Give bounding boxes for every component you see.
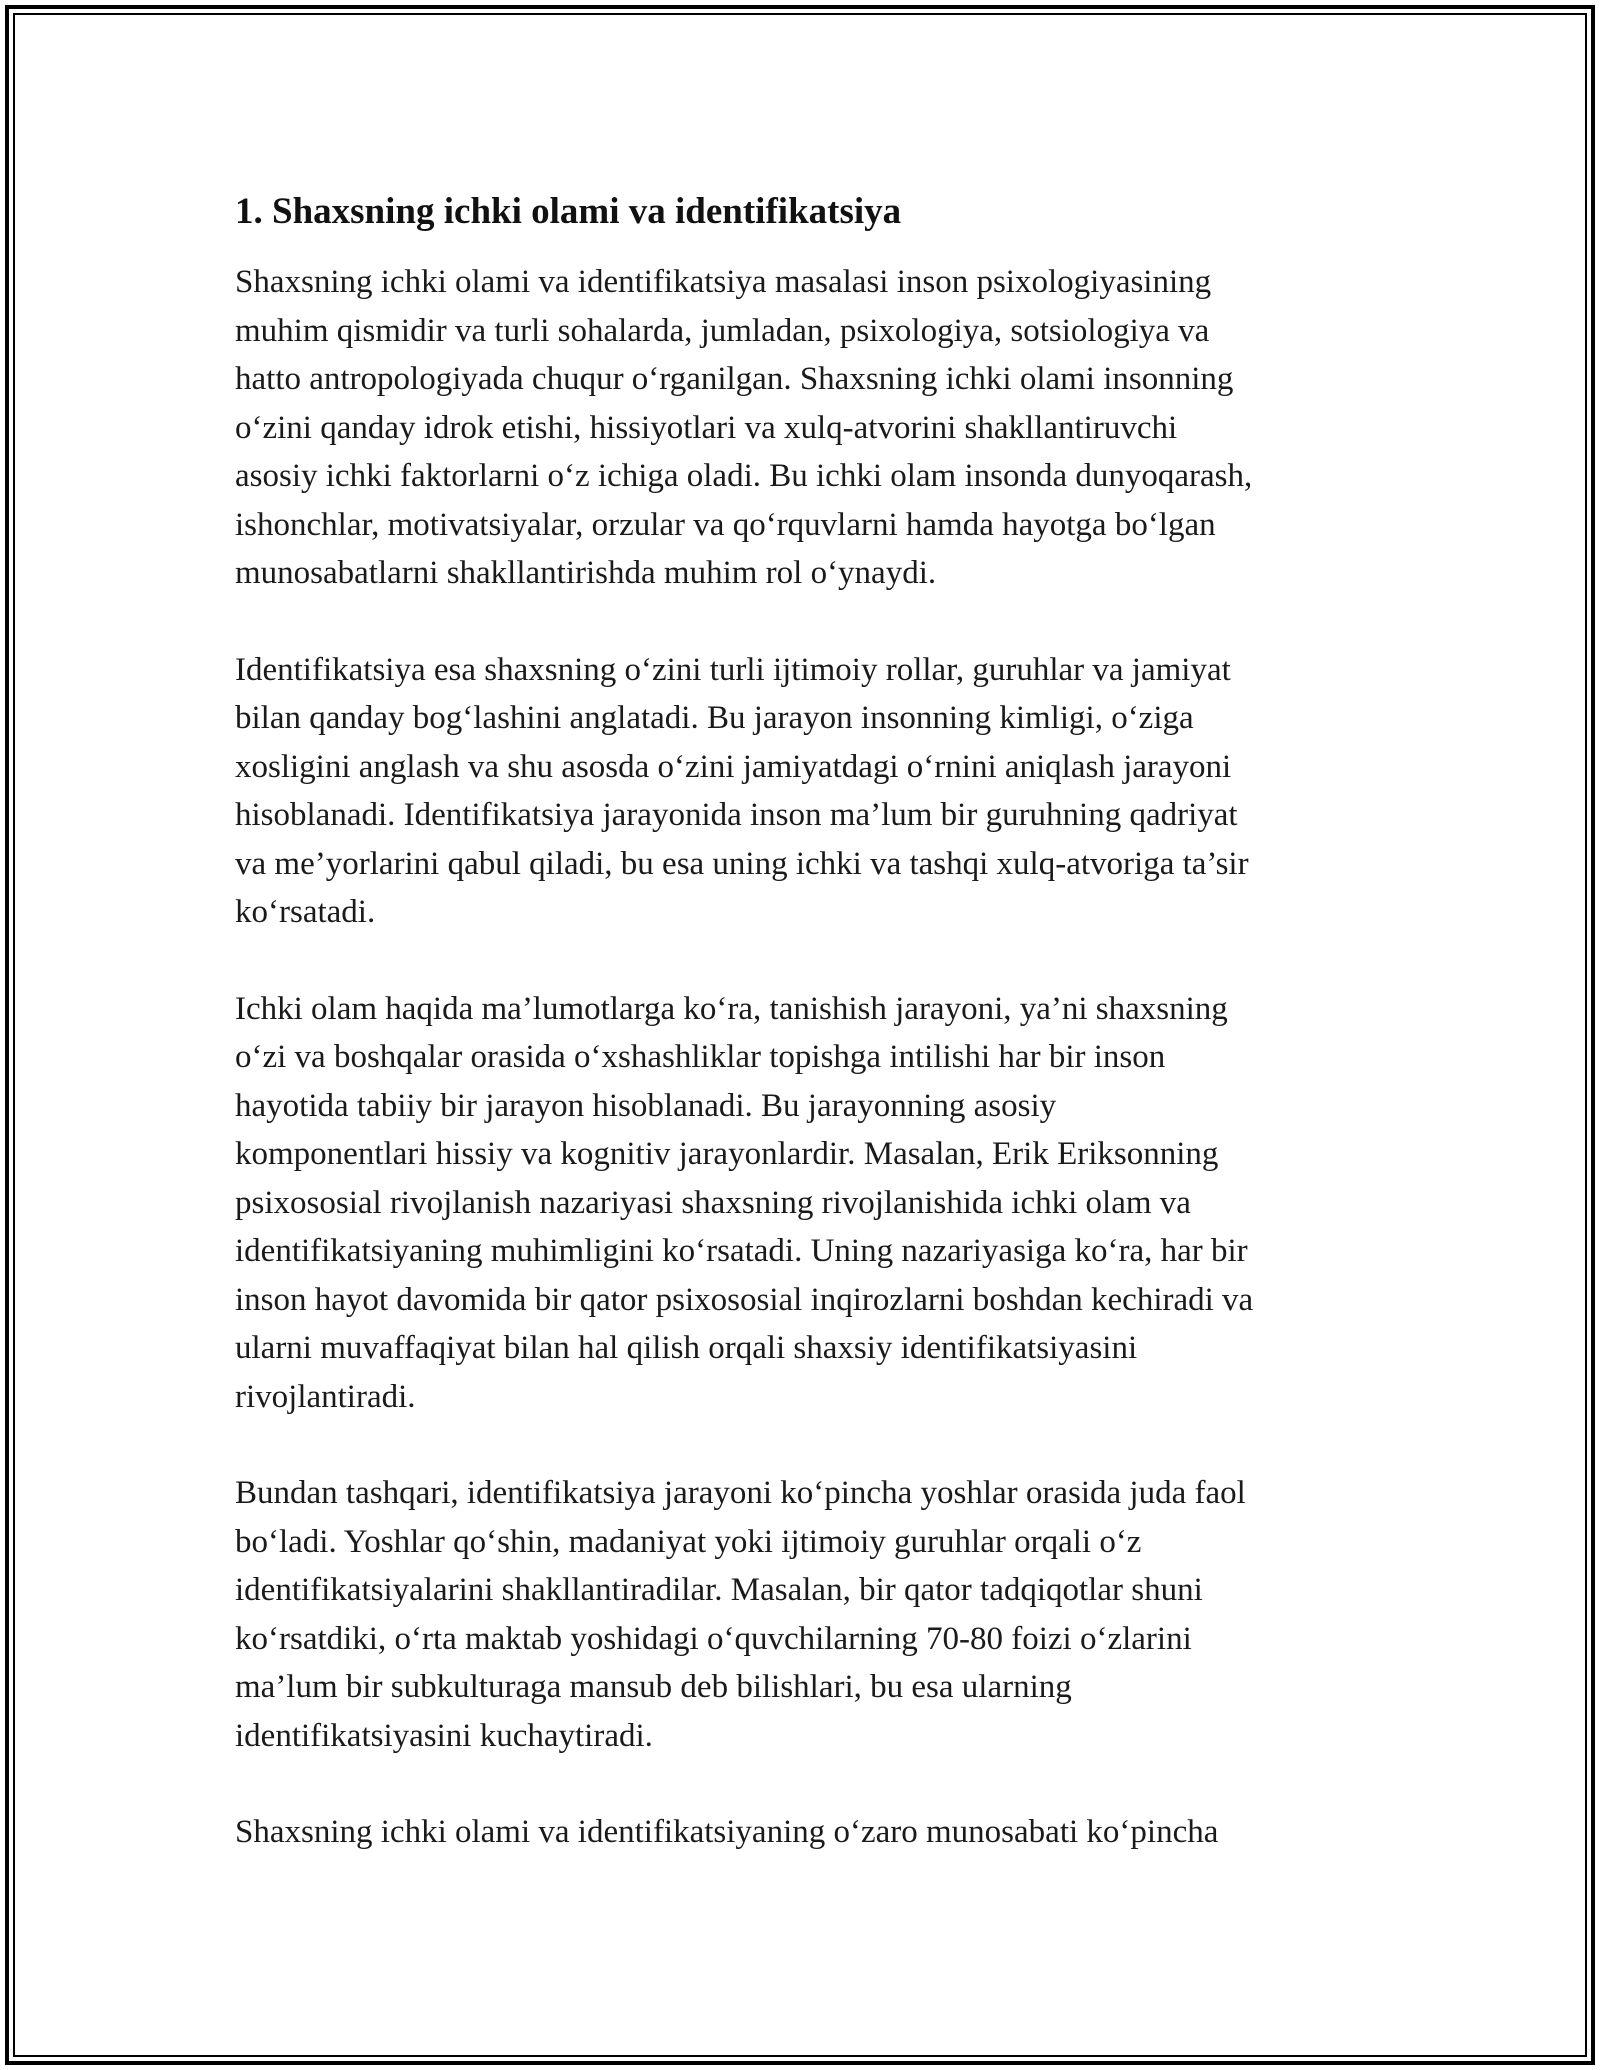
paragraph-line: ko‘rsatadi. — [235, 894, 376, 930]
paragraph-line: komponentlari hissiy va kognitiv jarayonlardir. Masalan, Erik Eriksonning — [235, 1136, 1219, 1172]
paragraph-line: Ichki olam haqida ma’lumotlarga ko‘ra, tanishish jarayoni, ya’ni shaxsning — [235, 990, 1228, 1027]
paragraph-line: munosabatlarni shakllantirishda muhim rol o‘ynaydi. — [235, 555, 937, 591]
paragraph-2 — [235, 646, 1385, 937]
paragraph-line: rivojlantiradi. — [235, 1378, 416, 1415]
paragraph-line: ko‘rsatdiki, o‘rta maktab yoshidagi o‘quvchilarning 70-80 foizi o‘zlarini — [235, 1620, 1192, 1657]
paragraph-line: ularni muvaffaqiyat bilan hal qilish orqali shaxsiy identifikatsiyasini — [235, 1330, 1138, 1366]
paragraph-line: identifikatsiyasini kuchaytiradi. — [235, 1717, 653, 1754]
paragraph-line: Shaxsning ichki olami va identifikatsiyaning o‘zaro munosabati ko‘pincha — [235, 1814, 1219, 1850]
paragraph-5 — [235, 1808, 1385, 1857]
paragraph-line: hisoblanadi. Identifikatsiya jarayonida inson ma’lum bir guruhning qadriyat — [235, 797, 1238, 833]
paragraph-1 — [235, 258, 1385, 598]
paragraph-line: hayotida tabiiy bir jarayon hisoblanadi. Bu jarayonning asosiy — [235, 1087, 1057, 1124]
paragraph-line: bo‘ladi. Yoshlar qo‘shin, madaniyat yoki ijtimoiy guruhlar orqali o‘z — [235, 1523, 1142, 1560]
paragraph-line: identifikatsiyaning muhimligini ko‘rsatadi. Uning nazariyasiga ko‘ra, har bir — [235, 1233, 1248, 1269]
paragraph-4 — [235, 1469, 1385, 1760]
paragraph-line: bilan qanday bog‘lashini anglatadi. Bu jarayon insonning kimligi, o‘ziga — [235, 700, 1194, 736]
paragraph-line: Bundan tashqari, identifikatsiya jarayoni ko‘pincha yoshlar orasida juda faol — [235, 1475, 1246, 1511]
paragraph-line: Shaxsning ichki olami va identifikatsiya masalasi inson psixologiyasining — [235, 264, 1212, 300]
paragraph-line: ma’lum bir subkulturaga mansub deb bilishlari, bu esa ularning — [235, 1669, 1072, 1705]
paragraph-line: o‘zini qanday idrok etishi, hissiyotlari va xulq-atvorini shakllantiruvchi — [235, 409, 1178, 446]
paragraph-line: ishonchlar, motivatsiyalar, orzular va qo‘rquvlarni hamda hayotga bo‘lgan — [235, 506, 1216, 543]
section-heading: 1. Shaxsning ichki olami va identifikatsiya — [235, 191, 902, 232]
paragraph-line: psixososial rivojlanish nazariyasi shaxsning rivojlanishida ichki olam va — [235, 1184, 1191, 1221]
paragraph-line: xosligini anglash va shu asosda o‘zini jamiyatdagi o‘rnini aniqlash jarayoni — [235, 748, 1232, 785]
paragraph-3 — [235, 985, 1385, 1422]
paragraph-line: Identifikatsiya esa shaxsning o‘zini turli ijtimoiy rollar, guruhlar va jamiyat — [235, 651, 1231, 688]
paragraph-line: hatto antropologiyada chuqur o‘rganilgan. Shaxsning ichki olami insonning — [235, 361, 1234, 397]
document-body — [235, 186, 1385, 1905]
paragraph-line: o‘zi va boshqalar orasida o‘xshashliklar topishga intilishi har bir inson — [235, 1039, 1166, 1075]
paragraph-line: identifikatsiyalarini shakllantiradilar. Masalan, bir qator tadqiqotlar shuni — [235, 1572, 1203, 1608]
paragraph-line: asosiy ichki faktorlarni o‘z ichiga oladi. Bu ichki olam insonda dunyoqarash, — [235, 458, 1253, 494]
paragraph-line: inson hayot davomida bir qator psixososial inqirozlarni boshdan kechiradi va — [235, 1281, 1254, 1318]
paragraph-line: va me’yorlarini qabul qiladi, bu esa uning ichki va tashqi xulq-atvoriga ta’sir — [235, 845, 1249, 882]
paragraph-line: muhim qismidir va turli sohalarda, jumladan, psixologiya, sotsiologiya va — [235, 312, 1210, 349]
